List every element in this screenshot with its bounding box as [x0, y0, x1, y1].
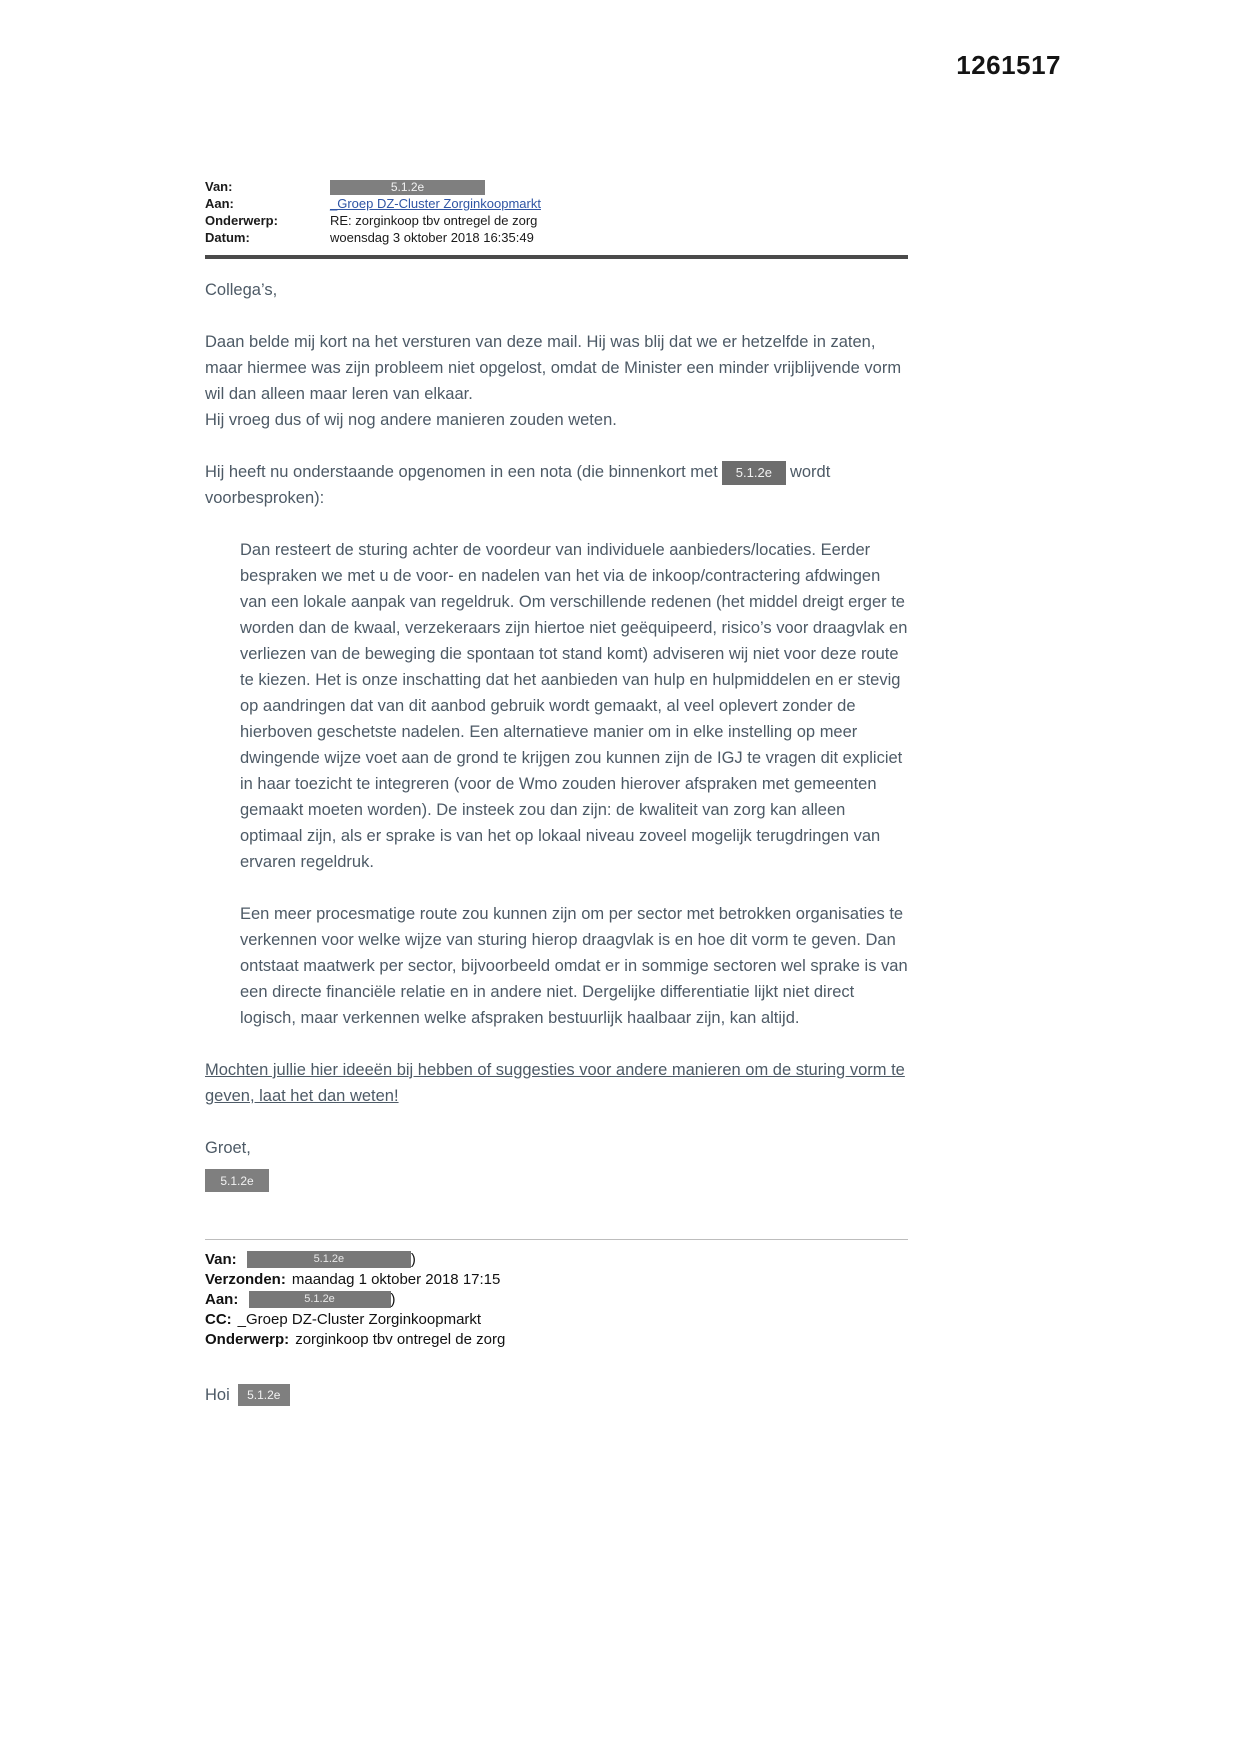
cc-label: CC: — [205, 1310, 232, 1328]
verzonden-label: Verzonden: — [205, 1270, 286, 1288]
email1-header — [205, 178, 908, 246]
datum-value: woensdag 3 oktober 2018 16:35:49 — [330, 230, 534, 245]
spacer — [240, 875, 908, 901]
paragraph-vraag: Hij vroeg dus of wij nog andere manieren zouden weten. — [205, 411, 617, 429]
redaction-block-signature: 5.1.2e — [205, 1169, 269, 1192]
paragraph-nota — [205, 459, 908, 511]
datum-label: Datum: — [205, 230, 250, 245]
email1-header-row-onderwerp — [205, 212, 908, 229]
paragraph-nota-text-after: wordt voorbesproken): — [205, 463, 831, 507]
redaction-block-van2: 5.1.2e — [247, 1251, 411, 1268]
email2-header-row-aan — [205, 1290, 908, 1310]
call-to-action-text: Mochten jullie hier ideeën bij hebben of suggesties voor andere manieren om de sturing vorm te geven, laat het dan weten! — [205, 1061, 905, 1105]
onderwerp-value: RE: zorginkoop tbv ontregel de zorg — [330, 213, 538, 228]
aan-label: Aan: — [205, 196, 234, 211]
email1-header-row-aan — [205, 195, 908, 212]
header-divider-rule — [205, 255, 908, 259]
email1-header-row-van — [205, 178, 908, 195]
email1-body — [205, 277, 908, 1193]
thread-divider-rule — [205, 1239, 908, 1240]
email2-header-row-cc — [205, 1310, 908, 1330]
van-value — [330, 178, 485, 195]
paragraph-nota-text-before: Hij heeft nu onderstaande opgenomen in een nota (die binnenkort met — [205, 463, 718, 481]
closing-text: Groet, — [205, 1139, 251, 1157]
quoted-nota-block — [240, 537, 908, 1031]
email2-header-row-onderwerp — [205, 1330, 908, 1350]
redaction-block-van: 5.1.2e — [330, 180, 485, 195]
email2-header — [205, 1250, 908, 1350]
aan-suffix: ) — [390, 1290, 396, 1308]
redaction-block-hoi: 5.1.2e — [238, 1384, 290, 1406]
email2-greeting — [205, 1382, 908, 1408]
onderwerp-label: Onderwerp: — [205, 1330, 290, 1348]
spacer — [205, 511, 908, 537]
cc-value: _Groep DZ-Cluster Zorginkoopmarkt — [237, 1310, 482, 1328]
email-thread — [205, 178, 908, 1408]
email2-header-row-verzonden — [205, 1270, 908, 1290]
onderwerp-value: zorginkoop tbv ontregel de zorg — [295, 1330, 506, 1348]
verzonden-value: maandag 1 oktober 2018 17:15 — [291, 1270, 501, 1288]
van-label: Van: — [205, 179, 233, 194]
spacer — [205, 1109, 908, 1135]
aan-label: Aan: — [205, 1290, 239, 1308]
spacer — [205, 303, 908, 329]
spacer — [205, 1031, 908, 1057]
van-suffix: ) — [410, 1250, 416, 1268]
document-number: 1261517 — [956, 50, 1061, 80]
greeting-text: Collega’s, — [205, 281, 278, 299]
aan-group-link[interactable]: _Groep DZ-Cluster Zorginkoopmarkt — [330, 196, 541, 211]
paragraph-daan: Daan belde mij kort na het versturen van deze mail. Hij was blij dat we er hetzelfde in zaten, maar hiermee was zijn probleem niet opgelost, omdat de Minister een minder vrijblijvende vorm wil dan alleen maar leren van elkaar. — [205, 333, 902, 403]
redaction-block-inline: 5.1.2e — [722, 461, 786, 485]
quote-paragraph-procesmatig: Een meer procesmatige route zou kunnen zijn om per sector met betrokken organisaties te verkennen voor welke wijze van sturing hierop draagvlak is en hoe dit vorm te geven. Dan ontstaat maatwerk per sector, bijvoorbeeld omdat er in sommige sectoren wel sprake is van een directe financiële relatie en in andere niet. Dergelijke differentiatie lijkt niet direct logisch, maar verkennen welke afspraken bestuurlijk haalbaar zijn, kan altijd. — [240, 905, 908, 1027]
quote-paragraph-sturing: Dan resteert de sturing achter de voordeur van individuele aanbieders/locaties. Eerder bespraken we met u de voor- en nadelen van het via de inkoop/contractering afdwingen van een lokale aanpak van regeldruk. Om verschillende redenen (het middel dreigt erger te worden dan de kwaal, verzekeraars zijn hiertoe niet geëquipeerd, risico’s voor draagvlak en verliezen van de beweging die spontaan tot stand komt) adviseren wij niet voor deze route te kiezen. Het is onze inschatting dat het aanbieden van hulp en hulpmiddelen en er stevig op aandringen dat van dit aanbod gebruik wordt gemaakt, al veel oplevert zonder de hierboven geschetste nadelen. Een alternatieve manier om in elke instelling op meer dwingende wijze voet aan de grond te krijgen zou kunnen zijn de IGJ te vragen dit expliciet in haar toezicht te integreren (voor de Wmo zouden hierover afspraken met gemeenten gemaakt moeten worden). De insteek zou dan zijn: de kwaliteit van zorg kan alleen optimaal zijn, als er sprake is van het op lokaal niveau zoveel mogelijk terugdringen van ervaren regeldruk. — [240, 541, 908, 871]
redaction-block-aan2: 5.1.2e — [249, 1291, 391, 1308]
email2-header-row-van — [205, 1250, 908, 1270]
hoi-text: Hoi — [205, 1385, 230, 1404]
spacer — [205, 433, 908, 459]
van-label: Van: — [205, 1250, 237, 1268]
email1-header-row-datum — [205, 229, 908, 246]
onderwerp-label: Onderwerp: — [205, 213, 278, 228]
